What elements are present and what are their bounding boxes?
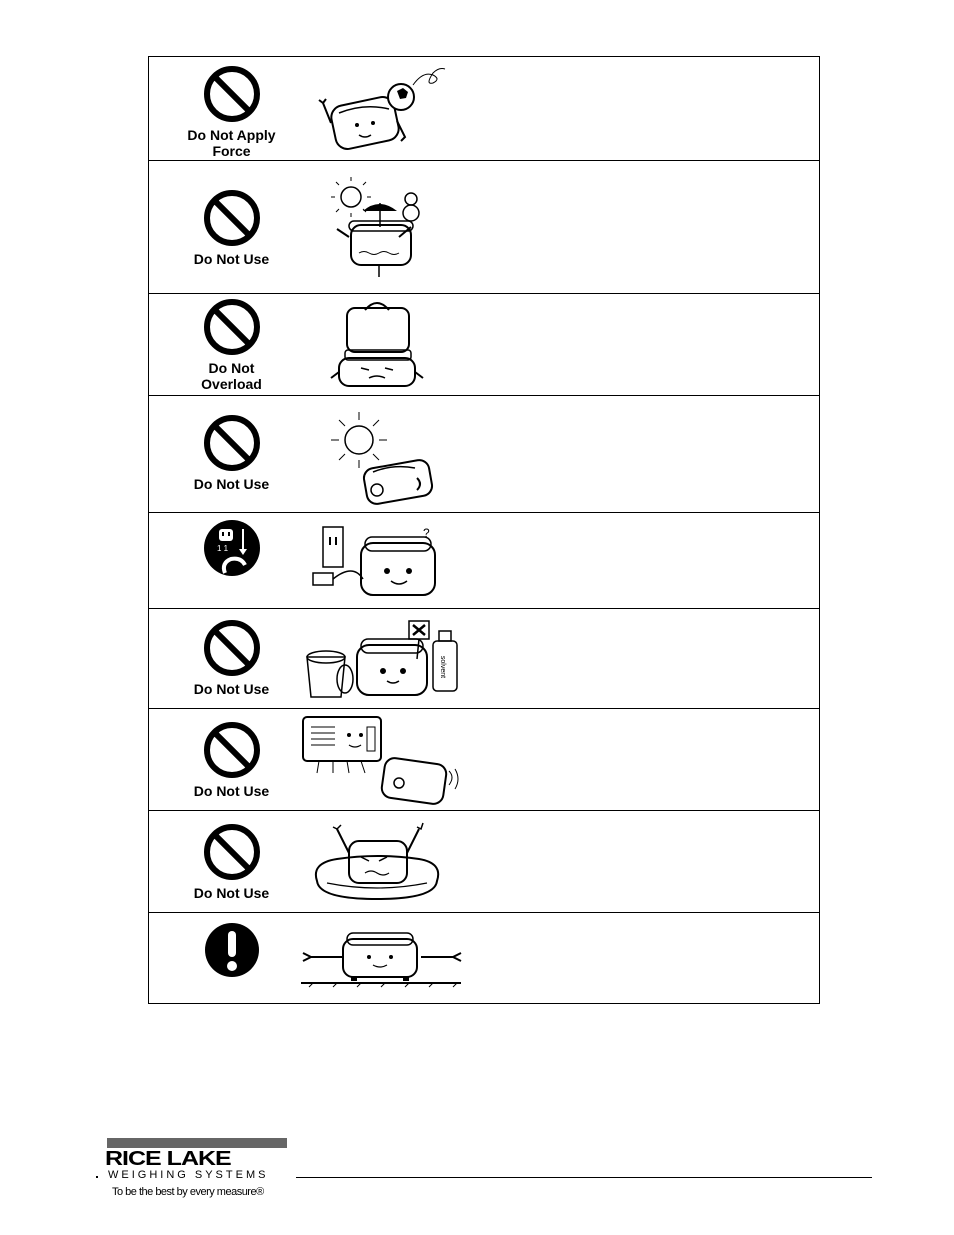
safety-row — [149, 912, 819, 1003]
svg-text:1 1: 1 1 — [216, 544, 228, 553]
safety-row — [149, 395, 819, 512]
symbol-label: Do Not Use — [193, 885, 270, 901]
prohibition-icon — [203, 189, 261, 247]
safety-row — [149, 708, 819, 810]
scale-near-outlet-illustration — [305, 523, 445, 603]
scale-with-solvent-illustration — [299, 615, 465, 705]
symbol-cell — [179, 519, 284, 577]
symbol-cell — [179, 619, 284, 697]
symbol-label: Do Not Use — [193, 783, 270, 799]
prohibition-icon — [203, 65, 261, 123]
symbol-cell — [179, 65, 284, 159]
symbol-label: Do Not Apply Force — [187, 127, 276, 159]
scale-near-air-conditioner-illustration — [299, 713, 465, 809]
svg-text:?: ? — [423, 526, 430, 540]
symbol-cell — [179, 823, 284, 901]
symbol-cell — [179, 414, 284, 492]
symbol-cell — [179, 721, 284, 799]
scale-in-hot-sun-illustration — [325, 410, 437, 506]
footer-dot — [96, 1176, 98, 1178]
brand-subtitle: WEIGHING SYSTEMS — [108, 1169, 269, 1181]
prohibition-icon — [203, 619, 261, 677]
safety-row — [149, 160, 819, 293]
safety-table — [148, 56, 820, 1004]
symbol-label: Do Not Overload — [201, 360, 262, 392]
symbol-label: Do Not Use — [193, 681, 270, 697]
scale-on-soft-cushion-illustration — [309, 817, 445, 909]
symbol-label: Do Not Use — [193, 251, 270, 267]
prohibition-icon — [203, 298, 261, 356]
scale-overloaded-illustration — [327, 296, 437, 392]
symbol-cell — [179, 921, 284, 979]
brand-tagline: To be the best by every measure® — [112, 1186, 264, 1198]
symbol-label: Do Not Use — [193, 476, 270, 492]
prohibition-icon — [203, 414, 261, 472]
symbol-cell — [179, 298, 284, 392]
footer-rule — [296, 1177, 872, 1178]
scale-level-surface-illustration — [299, 927, 465, 991]
brand-logo: RICE LAKE — [105, 1147, 231, 1170]
scale-in-sun-and-rain-illustration — [329, 177, 439, 287]
symbol-cell — [179, 189, 284, 267]
prohibition-icon — [203, 823, 261, 881]
safety-row — [149, 57, 819, 160]
safety-row — [149, 810, 819, 912]
safety-row — [149, 293, 819, 395]
prohibition-icon — [203, 721, 261, 779]
mandatory-icon — [203, 921, 261, 979]
safety-row — [149, 512, 819, 608]
logo-bar — [107, 1138, 287, 1148]
safety-row — [149, 608, 819, 708]
scale-hit-by-ball-illustration — [317, 61, 447, 157]
unplug-icon — [203, 519, 261, 577]
solvent-label: solvent — [439, 655, 446, 679]
